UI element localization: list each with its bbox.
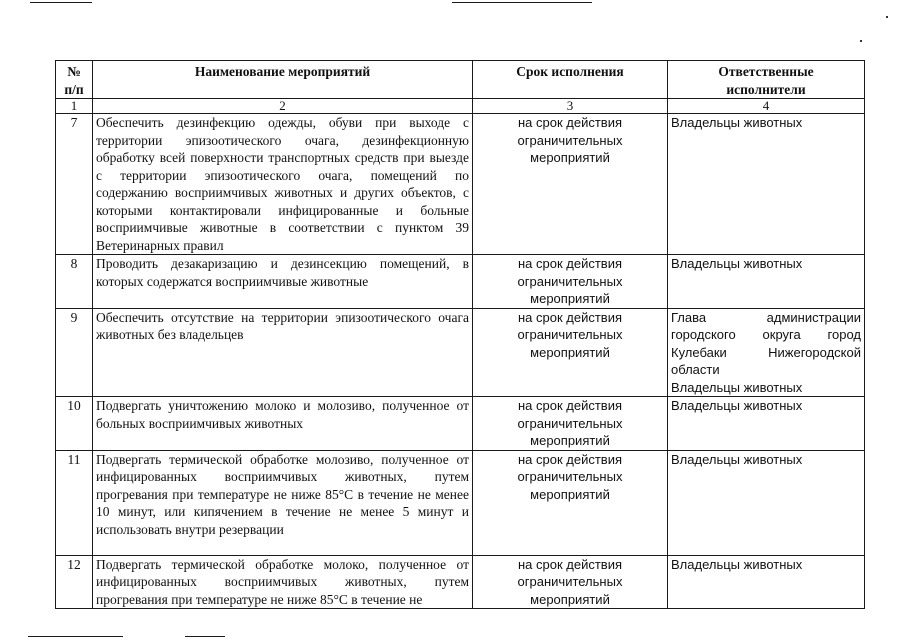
row-responsible: Владельцы животных (668, 114, 865, 255)
scan-artifact-bottom-mid (185, 636, 225, 637)
row-number: 12 (56, 555, 93, 609)
header-row (56, 61, 865, 99)
row-term: на срок действия ограничительных мероприятий (473, 397, 668, 451)
header-resp: Ответственные исполнители (668, 61, 865, 99)
scan-dot (886, 16, 888, 18)
row-responsible (668, 308, 865, 397)
row-responsible: Владельцы животных (668, 397, 865, 451)
responsible-administration: Глава администрации городского округа город Кулебаки Нижегородской области (671, 309, 861, 377)
row-term: на срок действия ограничительных мероприятий (473, 450, 668, 555)
table-row (56, 555, 865, 609)
row-action: Проводить дезакаризацию и дезинсекцию помещений, в которых содержатся восприимчивые животные (93, 255, 473, 309)
col-number-4: 4 (668, 99, 865, 114)
row-term: на срок действия ограничительных мероприятий (473, 255, 668, 309)
table-row (56, 114, 865, 255)
row-action: Обеспечить отсутствие на территории эпизоотического очага животных без владельцев (93, 308, 473, 397)
table-row (56, 450, 865, 555)
header-term: Срок исполнения (473, 61, 668, 99)
col-number-2: 2 (93, 99, 473, 114)
column-number-row (56, 99, 865, 114)
row-responsible: Владельцы животных (668, 255, 865, 309)
row-term: на срок действия ограничительных мероприятий (473, 555, 668, 609)
scan-artifact-top-right (452, 2, 592, 3)
row-number: 11 (56, 450, 93, 555)
measures-table (55, 60, 865, 609)
table-row (56, 308, 865, 397)
row-number: 9 (56, 308, 93, 397)
row-number: 10 (56, 397, 93, 451)
row-term: на срок действия ограничительных мероприятий (473, 114, 668, 255)
row-action: Подвергать термической обработке молоко, полученное от инфицированных восприимчивых животных, путем прогревания при температуре не ниже 85°С в течение не (93, 555, 473, 609)
row-action: Обеспечить дезинфекцию одежды, обуви при выходе с территории эпизоотического очага, дезинфекционную обработку всей поверхности транспортных средств при выезде с территории эпизоотического очага, помещений по содержанию восприимчивых животных и других объектов, с которыми контактировали инфицированные и больные восприимчивые животные в соответствии с пунктом 39 Ветеринарных правил (93, 114, 473, 255)
header-num: № п/п (56, 61, 93, 99)
col-number-3: 3 (473, 99, 668, 114)
row-number: 8 (56, 255, 93, 309)
row-responsible: Владельцы животных (668, 450, 865, 555)
scan-dot (860, 40, 862, 42)
responsible-owners: Владельцы животных (671, 379, 803, 395)
table-row (56, 397, 865, 451)
table-row (56, 255, 865, 309)
scan-artifact-top-left (30, 2, 92, 3)
row-action: Подвергать термической обработке молозиво, полученное от инфицированных восприимчивых животных, путем прогревания при температуре не ниже 85°С в течение не менее 10 минут, или кипячением в течение не менее 5 минут и использовать внутри резервации (93, 450, 473, 555)
scan-artifact-bottom-left (28, 636, 123, 637)
col-number-1: 1 (56, 99, 93, 114)
row-term: на срок действия ограничительных мероприятий (473, 308, 668, 397)
row-action: Подвергать уничтожению молоко и молозиво, полученное от больных восприимчивых животных (93, 397, 473, 451)
row-responsible: Владельцы животных (668, 555, 865, 609)
row-number: 7 (56, 114, 93, 255)
header-name: Наименование мероприятий (93, 61, 473, 99)
